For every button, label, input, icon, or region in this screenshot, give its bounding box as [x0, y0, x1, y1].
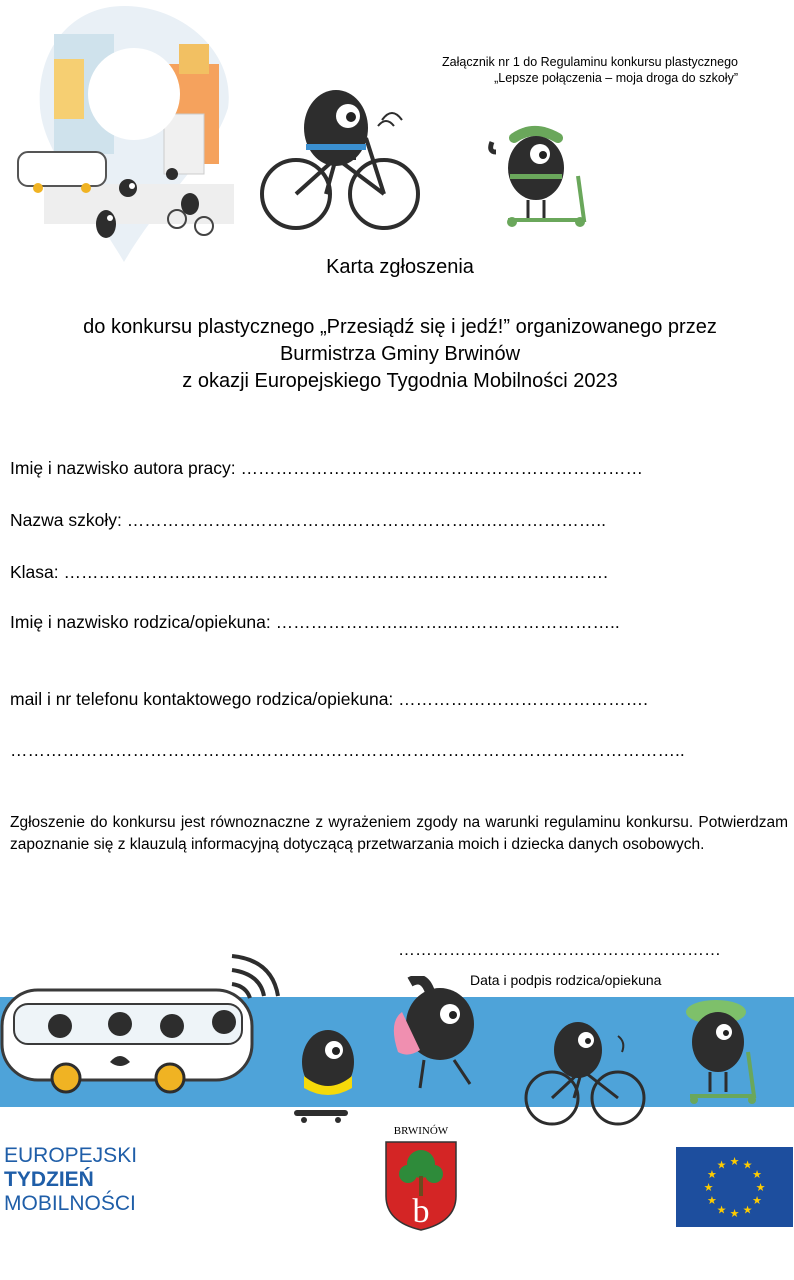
class-field[interactable]	[10, 562, 608, 583]
subtitle-line-3: z okazji Europejskiego Tygodnia Mobilności 2023	[182, 370, 618, 392]
eu-star-icon: ★	[729, 1207, 740, 1220]
skateboarder-character-illustration	[288, 1026, 368, 1124]
field-label: Imię i nazwisko autora pracy:	[10, 458, 236, 478]
subtitle-line-1: do konkursu plastycznego „Przesiądź się i jedź!” organizowanego przez	[83, 316, 717, 338]
girl-backpack-character-illustration	[380, 976, 492, 1094]
city-pin-illustration	[14, 4, 264, 266]
parent-contact-field[interactable]	[10, 689, 648, 710]
parent-contact-continuation[interactable]	[10, 740, 685, 761]
eu-flag-icon	[676, 1147, 793, 1227]
eu-star-icon: ★	[707, 1194, 717, 1207]
eu-star-icon: ★	[729, 1155, 740, 1168]
eu-star-icon: ★	[742, 1203, 753, 1217]
annex-note	[442, 54, 738, 86]
eu-star-icon: ★	[755, 1181, 766, 1194]
eu-star-icon: ★	[752, 1168, 762, 1181]
parent-name-field[interactable]	[10, 612, 620, 633]
eu-star-icon: ★	[716, 1158, 727, 1172]
scooter-bottom-illustration	[680, 1000, 760, 1108]
etm-logo	[4, 1144, 137, 1216]
field-dots[interactable]: ……………………………………………………………………………………………………..	[10, 740, 685, 760]
field-dots[interactable]: ………………………………..…………………….………………..	[126, 510, 607, 530]
consent-statement: Zgłoszenie do konkursu jest równoznaczne z wyrażeniem zgody na warunki regulaminu konkursu. Potwierdzam zapoznanie się z klauzulą informacyjną dotyczącą przetwarzania moich i dziecka danych osobowych.	[10, 814, 788, 853]
signature-label: Data i podpis rodzica/opiekuna	[470, 972, 662, 988]
field-label: mail i nr telefonu kontaktowego rodzica/opiekuna:	[10, 689, 394, 709]
crest-letter: b	[412, 1193, 430, 1230]
form-title: Karta zgłoszenia	[326, 256, 474, 278]
author-name-field[interactable]	[10, 458, 643, 479]
subtitle-line-2: Burmistrza Gminy Brwinów	[279, 343, 521, 365]
field-dots[interactable]: …………………………………….	[398, 689, 649, 709]
field-label: Imię i nazwisko rodzica/opiekuna:	[10, 612, 271, 632]
field-dots[interactable]: …………………..……..………………………..	[275, 612, 620, 632]
school-name-field[interactable]	[10, 510, 606, 531]
annex-line-1: Załącznik nr 1 do Regulaminu konkursu plastycznego	[442, 55, 738, 69]
eu-star-icon: ★	[742, 1158, 753, 1172]
bus-illustration	[0, 946, 290, 1096]
brwinow-crest-icon	[384, 1140, 458, 1232]
signature-line[interactable]: …………………………………………………	[398, 940, 721, 959]
etm-line-3: MOBILNOŚCI	[4, 1192, 136, 1215]
field-label: Nazwa szkoły:	[10, 510, 122, 530]
eu-star-icon: ★	[703, 1181, 714, 1194]
field-dots[interactable]: ……………………………………………………………	[240, 458, 644, 478]
form-subtitle	[0, 314, 794, 395]
field-label: Klasa:	[10, 562, 59, 582]
etm-line-2: TYDZIEŃ	[4, 1168, 94, 1191]
crest-title: BRWINÓW	[393, 1125, 449, 1137]
annex-line-2: „Lepsze połączenia – moja droga do szkoły”	[494, 71, 738, 85]
cyclist-character-illustration	[256, 86, 426, 236]
scooter-character-illustration	[488, 124, 598, 228]
eu-star-icon: ★	[752, 1194, 762, 1207]
cyclist-bottom-illustration	[522, 1016, 646, 1126]
etm-line-1: EUROPEJSKI	[4, 1144, 138, 1167]
eu-star-icon: ★	[716, 1203, 727, 1217]
field-dots[interactable]: …………………..………………………………….………………………….	[63, 562, 608, 582]
eu-star-icon: ★	[707, 1168, 717, 1181]
